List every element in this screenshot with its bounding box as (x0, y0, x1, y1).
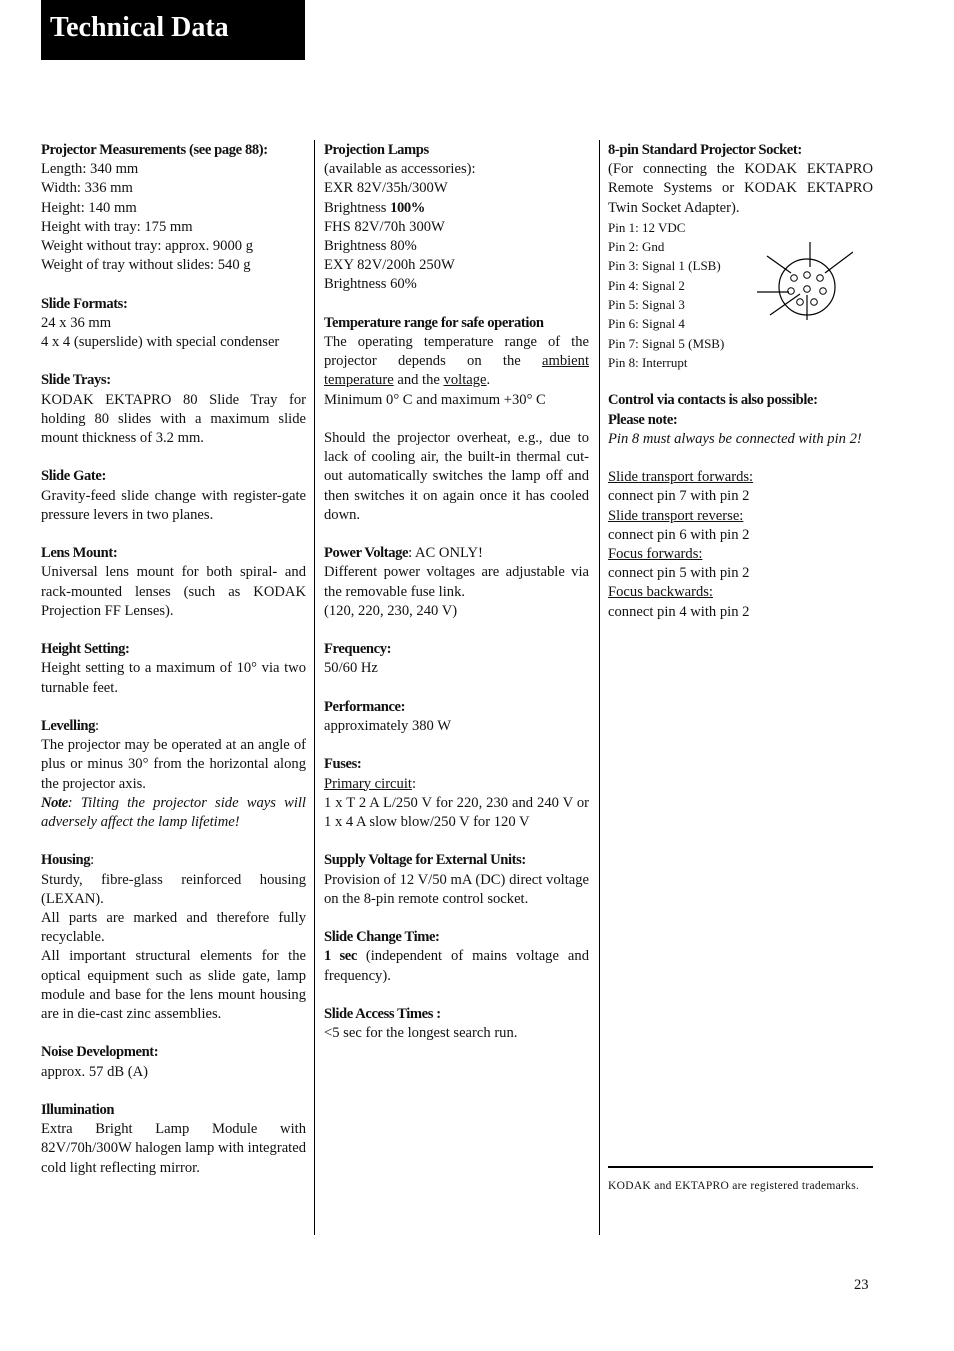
section-heading: Slide Access Times : (324, 1006, 441, 1022)
section-performance (324, 698, 589, 736)
text-run: . (486, 372, 491, 389)
note-text: : Tilting the projector side ways will adversely affect the lamp lifetime! (41, 794, 306, 831)
section-text: Extra Bright Lamp Module with 82V/70h/300W halogen lamp with integrated cold light reflecting mirror. (41, 1121, 306, 1176)
levelling-note (41, 794, 306, 832)
section-text: (For connecting the KODAK EKTAPRO Remote Systems or KODAK EKTAPRO Twin Socket Adapter). (608, 161, 873, 216)
section-levelling (41, 717, 306, 832)
section-heading: Slide Gate: (41, 468, 106, 485)
section-heading: Slide Formats: (41, 295, 128, 312)
section-heading: Performance: (324, 698, 406, 715)
pin-item: Pin 8: Interrupt (608, 354, 688, 370)
format-line: 24 x 36 mm (41, 314, 112, 331)
section-slide-gate (41, 467, 306, 525)
section-heading: Housing (41, 852, 91, 869)
section-control (608, 391, 873, 449)
control-text: connect pin 5 with pin 2 (608, 565, 750, 582)
control-text: connect pin 4 with pin 2 (608, 603, 750, 620)
section-supply-voltage (324, 851, 589, 909)
socket-diagram (757, 242, 853, 320)
control-label: Slide transport forwards: (608, 469, 754, 486)
lamp-line: Brightness 60% (324, 276, 417, 293)
text-run: and the (393, 372, 444, 389)
section-text: 1 x T 2 A L/250 V for 220, 230 and 240 V or 1 x 4 A slow blow/250 V for 120 V (324, 794, 589, 831)
section-text: KODAK EKTAPRO 80 Slide Tray for holding 80 slides with a maximum slide mount thickness of 3.2 mm. (41, 391, 306, 447)
section-heading: Power Voltage (324, 545, 409, 562)
socket-pin (820, 288, 827, 295)
measurement-line: Length: 340 mm (41, 161, 139, 178)
section-text: Different power voltages are adjustable via the removable fuse link. (324, 564, 589, 600)
heading-colon: : (90, 852, 95, 869)
pin-item: Pin 6: Signal 4 (608, 316, 685, 332)
measurement-line: Height with tray: 175 mm (41, 218, 193, 235)
section-heading: 8-pin Standard Projector Socket: (608, 142, 802, 158)
measurement-line: Weight of tray without slides: 540 g (41, 257, 251, 274)
trademark-divider (608, 1166, 873, 1168)
voltage-values: (120, 220, 230, 240 V) (324, 602, 458, 619)
section-heading: Slide Change Time: (324, 929, 440, 946)
pin-item: Pin 3: Signal 1 (LSB) (608, 258, 721, 274)
column-2 (324, 141, 589, 1063)
section-text: approximately 380 W (324, 718, 451, 735)
page-number: 23 (854, 1277, 869, 1293)
socket-pin (797, 299, 804, 306)
section-projection-lamps (324, 141, 589, 295)
lamp-line: Brightness 80% (324, 238, 417, 255)
section-heading: Illumination (41, 1102, 115, 1119)
control-items (608, 468, 873, 622)
temperature-minmax: Minimum 0° C and maximum +30° C (324, 391, 546, 408)
socket-lead-line (767, 256, 791, 273)
socket-pin (811, 299, 818, 306)
lamps-sub: (available as accessories): (324, 161, 476, 178)
section-text: All parts are marked and therefore fully recyclable. (41, 910, 306, 946)
brightness-value: 100% (390, 199, 425, 216)
section-text: approx. 57 dB (A) (41, 1063, 149, 1080)
section-text: Universal lens mount for both spiral- and rack-mounted lenses (such as KODAK Projection FF Lenses). (41, 564, 306, 619)
pin-item: Pin 7: Signal 5 (MSB) (608, 335, 725, 351)
section-height-setting (41, 640, 306, 698)
control-text: connect pin 6 with pin 2 (608, 526, 750, 543)
column-3 (608, 141, 873, 641)
pin-item: Pin 2: Gnd (608, 239, 665, 255)
note-label: Note (41, 794, 68, 811)
section-measurements (41, 141, 306, 275)
measurement-line: Weight without tray: approx. 9000 g (41, 238, 254, 255)
section-heading: Temperature range for safe operation (324, 314, 544, 331)
control-text: connect pin 7 with pin 2 (608, 488, 750, 505)
section-heading: Projector Measurements (see page 88): (41, 142, 268, 158)
section-lens-mount (41, 544, 306, 621)
section-slide-formats (41, 295, 306, 353)
control-label: Focus backwards: (608, 584, 713, 601)
heading-colon: : (94, 718, 100, 734)
section-illumination (41, 1101, 306, 1178)
section-fuses (324, 755, 589, 832)
measurement-line: Height: 140 mm (41, 199, 137, 216)
socket-lead-line (825, 252, 853, 273)
lamp-line: EXY 82V/200h 250W (324, 257, 455, 274)
temperature-text (324, 333, 589, 391)
control-label: Focus forwards: (608, 545, 703, 562)
section-text: <5 sec for the longest search run. (324, 1025, 518, 1042)
overheat-text: Should the projector overheat, e.g., due to lack of cooling air, the built-in thermal cut-out automatically switches the lamp off and then switches it on again once it has cooled down. (324, 430, 589, 523)
section-heading: Control via contacts is also possible: (608, 392, 818, 409)
section-noise (41, 1043, 306, 1081)
pin-item: Pin 5: Signal 3 (608, 297, 685, 312)
section-slide-access-times (324, 1005, 589, 1043)
pin-item: Pin 4: Signal 2 (608, 277, 685, 293)
section-slide-change-time (324, 928, 589, 986)
section-heading: Projection Lamps (324, 142, 429, 158)
ambient-temperature-link: ambient temperature (324, 353, 589, 389)
text-run: The operating temperature range of the projector depends on the (324, 334, 589, 370)
section-text: Height setting to a maximum of 10° via two turnable feet. (41, 660, 306, 696)
pin-item: Pin 1: 12 VDC (608, 219, 686, 235)
lamp-line: EXR 82V/35h/300W (324, 180, 448, 197)
section-power-voltage (324, 544, 589, 621)
section-slide-trays (41, 371, 306, 448)
section-frequency (324, 640, 589, 678)
section-heading: Height Setting: (41, 641, 130, 658)
control-label: Slide transport reverse: (608, 507, 744, 524)
section-text: (independent of mains voltage and frequency). (324, 948, 589, 984)
section-text: The projector may be operated at an angle of plus or minus 30° from the horizontal along the projector axis. (41, 737, 306, 792)
section-text: 50/60 Hz (324, 660, 378, 677)
section-heading: Supply Voltage for External Units: (324, 852, 526, 869)
column-divider-2 (599, 140, 600, 1235)
note-text: Pin 8 must always be connected with pin 2! (608, 430, 862, 447)
brightness-label: Brightness (324, 199, 391, 216)
socket-pin (804, 286, 811, 293)
section-heading: Noise Development: (41, 1044, 159, 1061)
section-temperature (324, 314, 589, 410)
page-title: Technical Data (41, 0, 305, 60)
measurement-line: Width: 336 mm (41, 180, 133, 197)
socket-pin (817, 275, 824, 282)
section-text: Sturdy, fibre-glass reinforced housing (LEXAN). (41, 871, 306, 907)
socket-pin (791, 275, 798, 282)
section-heading: Frequency: (324, 641, 392, 658)
section-housing (41, 851, 306, 1024)
socket-lead-line (770, 294, 800, 315)
note-heading: Please note: (608, 411, 678, 428)
primary-circuit-label: Primary circuit (324, 775, 412, 792)
section-text: Gravity-feed slide change with register-gate pressure levers in two planes. (41, 487, 306, 523)
section-heading: Lens Mount: (41, 545, 118, 562)
heading-colon: : (411, 775, 417, 792)
voltage-link: voltage (443, 372, 487, 389)
column-1 (41, 141, 306, 1197)
lamp-line: FHS 82V/70h 300W (324, 218, 445, 235)
socket-pin (804, 272, 811, 279)
socket-pin (788, 288, 795, 295)
column-divider-1 (314, 140, 315, 1235)
format-line: 4 x 4 (superslide) with special condenser (41, 334, 280, 351)
section-heading: Slide Trays: (41, 372, 111, 389)
section-heading: Levelling (41, 718, 95, 734)
trademark-note: KODAK and EKTAPRO are registered trademarks. (608, 1180, 860, 1192)
section-heading: Fuses: (324, 756, 362, 773)
change-time-value: 1 sec (324, 948, 357, 965)
section-text: All important structural elements for the optical equipment such as slide gate, lamp module and base for the lens mount housing are in die-cast zinc assemblies. (41, 948, 306, 1023)
power-suffix: : AC ONLY! (408, 545, 483, 562)
section-text: Provision of 12 V/50 mA (DC) direct voltage on the 8-pin remote control socket. (324, 871, 589, 907)
